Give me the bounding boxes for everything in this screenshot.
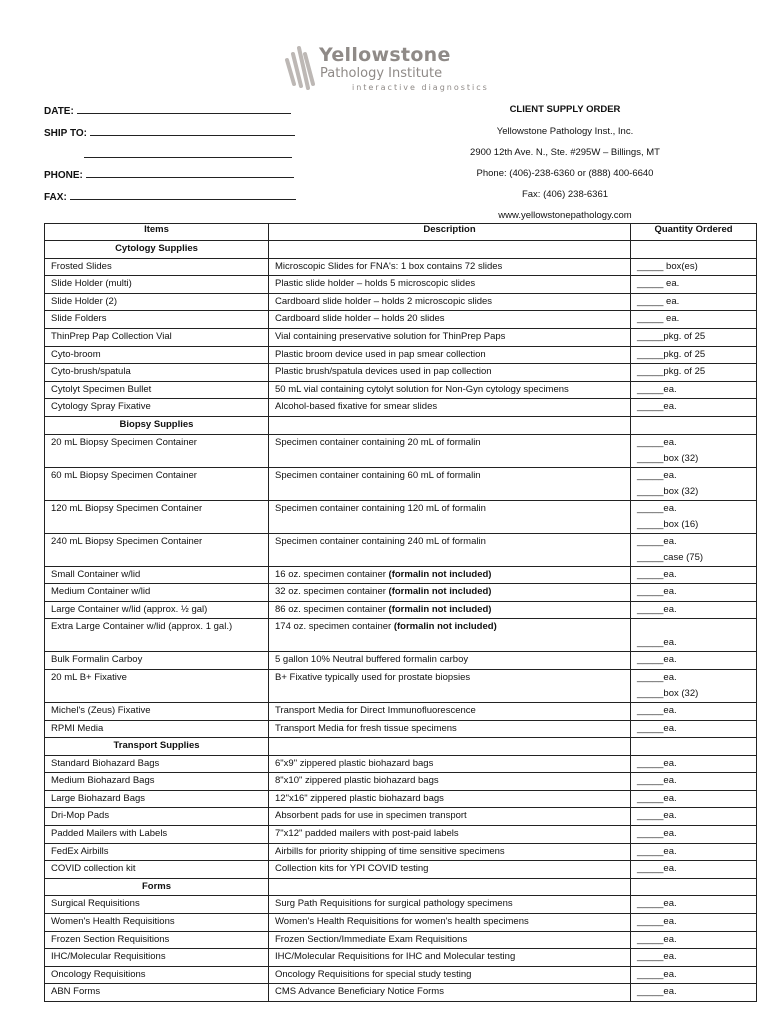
- table-row: [45, 720, 757, 738]
- item-name: Michel's (Zeus) Fixative: [45, 702, 269, 720]
- section-title: Biopsy Supplies: [45, 416, 269, 434]
- item-name: COVID collection kit: [45, 861, 269, 879]
- quantity-cell[interactable]: [631, 949, 757, 967]
- description-text: Surg Path Requisitions for surgical pathology specimens: [275, 898, 513, 910]
- date-input-line[interactable]: [77, 104, 291, 114]
- phone-field-row: [44, 168, 294, 181]
- quantity-cell[interactable]: [631, 914, 757, 932]
- table-row: [45, 669, 757, 702]
- description-text: Plastic broom device used in pap smear collection: [275, 348, 486, 360]
- table-row: [45, 949, 757, 967]
- company-phone: Phone: (406)-238-6360 or (888) 400-6640: [476, 168, 654, 179]
- logo-subtitle: Pathology Institute: [320, 66, 443, 81]
- item-name: Extra Large Container w/lid (approx. 1 gal.): [45, 619, 269, 652]
- description-text: Airbills for priority shipping of time sensitive specimens: [275, 845, 505, 857]
- item-name: RPMI Media: [45, 720, 269, 738]
- quantity-cell[interactable]: [631, 896, 757, 914]
- description-text: Cardboard slide holder – holds 2 microscopic slides: [275, 295, 493, 307]
- description-text: Specimen container containing 20 mL of formalin: [275, 436, 481, 448]
- table-row: [45, 500, 757, 533]
- item-name: Cytology Spray Fixative: [45, 399, 269, 417]
- description-text: 7"x12" padded mailers with post-paid labels: [275, 828, 459, 840]
- quantity-cell[interactable]: [631, 364, 757, 382]
- quantity-field[interactable]: _____ box(es): [637, 260, 698, 272]
- description-text: Vial containing preservative solution for ThinPrep Paps: [275, 330, 506, 342]
- item-name: Small Container w/lid: [45, 566, 269, 584]
- item-name: Cyto-broom: [45, 346, 269, 364]
- quantity-cell[interactable]: [631, 381, 757, 399]
- item-name: ABN Forms: [45, 984, 269, 1002]
- item-name: Frosted Slides: [45, 258, 269, 276]
- shipto-input-line[interactable]: [90, 126, 295, 136]
- quantity-field[interactable]: _____ea.: [637, 383, 677, 395]
- item-name: 120 mL Biopsy Specimen Container: [45, 500, 269, 533]
- item-description: [269, 773, 631, 791]
- item-description: [269, 619, 631, 652]
- table-row: [45, 601, 757, 619]
- table-row: [45, 808, 757, 826]
- table-row: [45, 276, 757, 294]
- quantity-cell[interactable]: [631, 826, 757, 844]
- quantity-cell[interactable]: [631, 434, 757, 467]
- description-text: 50 mL vial containing cytolyt solution for Non-Gyn cytology specimens: [275, 383, 569, 395]
- quantity-field[interactable]: _____ea.: [637, 568, 677, 580]
- item-description: [269, 755, 631, 773]
- item-description: [269, 702, 631, 720]
- quantity-field[interactable]: _____ea.: [637, 898, 677, 910]
- item-name: ThinPrep Pap Collection Vial: [45, 328, 269, 346]
- item-description: [269, 566, 631, 584]
- quantity-cell[interactable]: [631, 258, 757, 276]
- quantity-field[interactable]: _____ea.: [637, 845, 677, 857]
- table-row: [45, 931, 757, 949]
- item-name: 20 mL B+ Fixative: [45, 669, 269, 702]
- item-description: [269, 914, 631, 932]
- quantity-field[interactable]: _____ea.: [637, 916, 677, 928]
- quantity-field[interactable]: [637, 619, 750, 635]
- quantity-cell[interactable]: [631, 399, 757, 417]
- table-row: [45, 826, 757, 844]
- table-row: [45, 258, 757, 276]
- description-text: Women's Health Requisitions for women's health specimens: [275, 916, 529, 928]
- item-description: [269, 843, 631, 861]
- quantity-cell[interactable]: [631, 720, 757, 738]
- quantity-field[interactable]: _____ ea.: [637, 278, 680, 290]
- item-name: Surgical Requisitions: [45, 896, 269, 914]
- description-text: 5 gallon 10% Neutral buffered formalin carboy: [275, 654, 469, 666]
- empty-cell: [631, 416, 757, 434]
- description-text: Microscopic Slides for FNA's: 1 box contains 72 slides: [275, 260, 503, 272]
- item-name: Oncology Requisitions: [45, 966, 269, 984]
- company-fax: Fax: (406) 238-6361: [521, 189, 609, 200]
- company-logo: [284, 40, 494, 102]
- description-note: (formalin not included): [388, 603, 492, 615]
- description-text: CMS Advance Beneficiary Notice Forms: [275, 986, 444, 998]
- quantity-cell[interactable]: [631, 843, 757, 861]
- table-row: [45, 843, 757, 861]
- shipto-input-line-2[interactable]: [84, 148, 292, 158]
- description-text: 6"x9" zippered plastic biohazard bags: [275, 757, 434, 769]
- description-text: IHC/Molecular Requisitions for IHC and Molecular testing: [275, 951, 516, 963]
- quantity-field[interactable]: _____ ea.: [637, 313, 680, 325]
- table-row: [45, 434, 757, 467]
- quantity-field[interactable]: _____ea.: [637, 637, 677, 649]
- item-description: [269, 601, 631, 619]
- item-description: [269, 669, 631, 702]
- quantity-field[interactable]: _____pkg. of 25: [637, 348, 706, 360]
- quantity-field[interactable]: _____ea.: [637, 469, 677, 481]
- quantity-cell[interactable]: [631, 652, 757, 670]
- item-name: Large Biohazard Bags: [45, 790, 269, 808]
- quantity-cell[interactable]: [631, 346, 757, 364]
- header-items: Items: [45, 224, 269, 241]
- item-description: [269, 276, 631, 294]
- item-name: Slide Folders: [45, 311, 269, 329]
- shipto-line-2: [84, 148, 292, 161]
- supply-order-table: [44, 223, 757, 1002]
- item-description: [269, 652, 631, 670]
- quantity-field[interactable]: _____ea.: [637, 722, 677, 734]
- table-row: [45, 861, 757, 879]
- quantity-field[interactable]: _____ea.: [637, 968, 677, 980]
- quantity-cell[interactable]: [631, 790, 757, 808]
- item-name: Slide Holder (2): [45, 293, 269, 311]
- item-name: Standard Biohazard Bags: [45, 755, 269, 773]
- description-text: B+ Fixative typically used for prostate biopsies: [275, 671, 471, 683]
- description-text: Transport Media for fresh tissue specimens: [275, 722, 457, 734]
- quantity-field[interactable]: _____ea.: [637, 810, 677, 822]
- item-description: [269, 328, 631, 346]
- description-text: Absorbent pads for use in specimen transport: [275, 810, 467, 822]
- description-text: 174 oz. specimen container: [275, 621, 394, 633]
- quantity-cell[interactable]: [631, 566, 757, 584]
- description-text: Transport Media for Direct Immunofluorescence: [275, 704, 476, 716]
- description-note: (formalin not included): [393, 621, 497, 633]
- table-row: [45, 896, 757, 914]
- item-description: [269, 399, 631, 417]
- quantity-cell[interactable]: [631, 311, 757, 329]
- company-name: Yellowstone Pathology Inst., Inc.: [496, 126, 634, 137]
- item-name: Cyto-brush/spatula: [45, 364, 269, 382]
- table-row: [45, 652, 757, 670]
- quantity-field[interactable]: _____pkg. of 25: [637, 366, 706, 378]
- table-row: [45, 790, 757, 808]
- quantity-cell[interactable]: [631, 533, 757, 566]
- quantity-cell[interactable]: [631, 619, 757, 652]
- section-title: Forms: [45, 878, 269, 896]
- description-text: 32 oz. specimen container: [275, 586, 389, 598]
- empty-cell: [631, 241, 757, 259]
- quantity-cell[interactable]: [631, 808, 757, 826]
- quantity-field[interactable]: _____ea.: [637, 792, 677, 804]
- item-name: Medium Biohazard Bags: [45, 773, 269, 791]
- item-name: Large Container w/lid (approx. ½ gal): [45, 601, 269, 619]
- quantity-cell[interactable]: [631, 966, 757, 984]
- description-text: Collection kits for YPI COVID testing: [275, 863, 429, 875]
- fax-field-row: [44, 190, 296, 203]
- table-row: [45, 966, 757, 984]
- description-text: Oncology Requisitions for special study testing: [275, 968, 472, 980]
- item-name: Cytolyt Specimen Bullet: [45, 381, 269, 399]
- quantity-field[interactable]: _____ea.: [637, 671, 677, 683]
- item-name: Medium Container w/lid: [45, 584, 269, 602]
- empty-cell: [269, 241, 631, 259]
- table-row: [45, 702, 757, 720]
- section-header-row: [45, 878, 757, 896]
- item-description: [269, 364, 631, 382]
- quantity-cell[interactable]: [631, 467, 757, 500]
- header-quantity: Quantity Ordered: [631, 224, 757, 241]
- quantity-cell[interactable]: [631, 293, 757, 311]
- item-name: 240 mL Biopsy Specimen Container: [45, 533, 269, 566]
- item-description: [269, 966, 631, 984]
- quantity-cell[interactable]: [631, 931, 757, 949]
- section-title: Transport Supplies: [45, 738, 269, 756]
- item-description: [269, 984, 631, 1002]
- item-name: Bulk Formalin Carboy: [45, 652, 269, 670]
- quantity-cell[interactable]: [631, 328, 757, 346]
- fax-label: FAX:: [44, 192, 67, 203]
- description-note: (formalin not included): [388, 586, 492, 598]
- table-row: [45, 467, 757, 500]
- shipto-field-row: [44, 126, 295, 139]
- item-description: [269, 346, 631, 364]
- description-text: Specimen container containing 60 mL of formalin: [275, 469, 481, 481]
- item-description: [269, 826, 631, 844]
- phone-label: PHONE:: [44, 170, 83, 181]
- empty-cell: [269, 416, 631, 434]
- item-name: Dri-Mop Pads: [45, 808, 269, 826]
- quantity-field[interactable]: _____ea.: [637, 586, 677, 598]
- empty-cell: [631, 878, 757, 896]
- quantity-field[interactable]: _____ea.: [637, 535, 677, 547]
- description-text: 16 oz. specimen container: [275, 568, 389, 580]
- date-field-row: [44, 104, 291, 117]
- shipto-label: SHIP TO:: [44, 128, 87, 139]
- phone-input-line[interactable]: [86, 168, 294, 178]
- logo-name: Yellowstone: [319, 44, 451, 66]
- item-description: [269, 808, 631, 826]
- quantity-field[interactable]: _____box (32): [637, 485, 699, 497]
- item-name: Slide Holder (multi): [45, 276, 269, 294]
- company-address: 2900 12th Ave. N., Ste. #295W – Billings, MT: [470, 147, 660, 158]
- item-name: IHC/Molecular Requisitions: [45, 949, 269, 967]
- quantity-field[interactable]: _____ ea.: [637, 295, 680, 307]
- item-description: [269, 931, 631, 949]
- item-description: [269, 949, 631, 967]
- description-text: Alcohol-based fixative for smear slides: [275, 401, 438, 413]
- quantity-field[interactable]: _____ea.: [637, 757, 677, 769]
- quantity-field[interactable]: _____ea.: [637, 933, 677, 945]
- section-header-row: [45, 738, 757, 756]
- table-row: [45, 566, 757, 584]
- description-text: Specimen container containing 240 mL of formalin: [275, 535, 486, 547]
- table-row: [45, 984, 757, 1002]
- quantity-field[interactable]: _____ea.: [637, 502, 677, 514]
- quantity-cell[interactable]: [631, 861, 757, 879]
- quantity-field[interactable]: _____ea.: [637, 654, 677, 666]
- quantity-cell[interactable]: [631, 669, 757, 702]
- company-website[interactable]: www.yellowstonepathology.com: [498, 210, 632, 221]
- fax-input-line[interactable]: [70, 190, 296, 200]
- table-row: [45, 293, 757, 311]
- description-text: Specimen container containing 120 mL of formalin: [275, 502, 486, 514]
- item-description: [269, 293, 631, 311]
- section-header-row: [45, 241, 757, 259]
- quantity-cell[interactable]: [631, 984, 757, 1002]
- table-row: [45, 914, 757, 932]
- description-text: Plastic slide holder – holds 5 microscopic slides: [275, 278, 476, 290]
- quantity-cell[interactable]: [631, 276, 757, 294]
- item-description: [269, 381, 631, 399]
- table-row: [45, 755, 757, 773]
- quantity-field[interactable]: _____ea.: [637, 436, 677, 448]
- item-name: Frozen Section Requisitions: [45, 931, 269, 949]
- table-row: [45, 328, 757, 346]
- table-row: [45, 346, 757, 364]
- description-text: 86 oz. specimen container: [275, 603, 389, 615]
- quantity-field[interactable]: _____ea.: [637, 603, 677, 615]
- quantity-cell[interactable]: [631, 500, 757, 533]
- description-note: (formalin not included): [388, 568, 492, 580]
- quantity-field[interactable]: _____ea.: [637, 951, 677, 963]
- item-description: [269, 434, 631, 467]
- section-header-row: [45, 416, 757, 434]
- date-label: DATE:: [44, 106, 74, 117]
- quantity-cell[interactable]: [631, 702, 757, 720]
- quantity-field[interactable]: _____ea.: [637, 704, 677, 716]
- order-title: CLIENT SUPPLY ORDER: [509, 104, 621, 115]
- item-name: Padded Mailers with Labels: [45, 826, 269, 844]
- table-row: [45, 619, 757, 652]
- table-row: [45, 533, 757, 566]
- quantity-cell[interactable]: [631, 601, 757, 619]
- item-description: [269, 790, 631, 808]
- description-text: 8"x10" zippered plastic biohazard bags: [275, 775, 439, 787]
- item-description: [269, 861, 631, 879]
- item-name: 20 mL Biopsy Specimen Container: [45, 434, 269, 467]
- quantity-cell[interactable]: [631, 773, 757, 791]
- quantity-field[interactable]: _____box (32): [637, 687, 699, 699]
- item-description: [269, 896, 631, 914]
- quantity-field[interactable]: _____ea.: [637, 775, 677, 787]
- description-text: Frozen Section/Immediate Exam Requisitions: [275, 933, 468, 945]
- description-text: Plastic brush/spatula devices used in pap collection: [275, 366, 492, 378]
- table-row: [45, 364, 757, 382]
- table-row: [45, 399, 757, 417]
- logo-tagline: interactive diagnostics: [352, 83, 489, 92]
- item-description: [269, 533, 631, 566]
- table-row: [45, 381, 757, 399]
- section-title: Cytology Supplies: [45, 241, 269, 259]
- header-description: Description: [269, 224, 631, 241]
- supply-table-body: [45, 241, 757, 1002]
- quantity-field[interactable]: _____ea.: [637, 401, 677, 413]
- item-description: [269, 584, 631, 602]
- quantity-field[interactable]: _____pkg. of 25: [637, 330, 706, 342]
- quantity-cell[interactable]: [631, 755, 757, 773]
- item-name: Women's Health Requisitions: [45, 914, 269, 932]
- quantity-field[interactable]: _____ea.: [637, 828, 677, 840]
- item-description: [269, 500, 631, 533]
- description-text: 12"x16" zippered plastic biohazard bags: [275, 792, 444, 804]
- empty-cell: [269, 878, 631, 896]
- item-description: [269, 311, 631, 329]
- quantity-field[interactable]: _____box (32): [637, 452, 699, 464]
- quantity-field[interactable]: _____case (75): [637, 551, 704, 563]
- quantity-field[interactable]: _____ea.: [637, 986, 677, 998]
- quantity-field[interactable]: _____ea.: [637, 863, 677, 875]
- item-name: 60 mL Biopsy Specimen Container: [45, 467, 269, 500]
- table-row: [45, 311, 757, 329]
- logo-mark-icon: [284, 40, 320, 100]
- table-row: [45, 773, 757, 791]
- item-description: [269, 720, 631, 738]
- description-text: Cardboard slide holder – holds 20 slides: [275, 313, 445, 325]
- empty-cell: [631, 738, 757, 756]
- item-name: FedEx Airbills: [45, 843, 269, 861]
- empty-cell: [269, 738, 631, 756]
- item-description: [269, 258, 631, 276]
- item-description: [269, 467, 631, 500]
- quantity-field[interactable]: _____box (16): [637, 518, 699, 530]
- table-row: [45, 584, 757, 602]
- quantity-cell[interactable]: [631, 584, 757, 602]
